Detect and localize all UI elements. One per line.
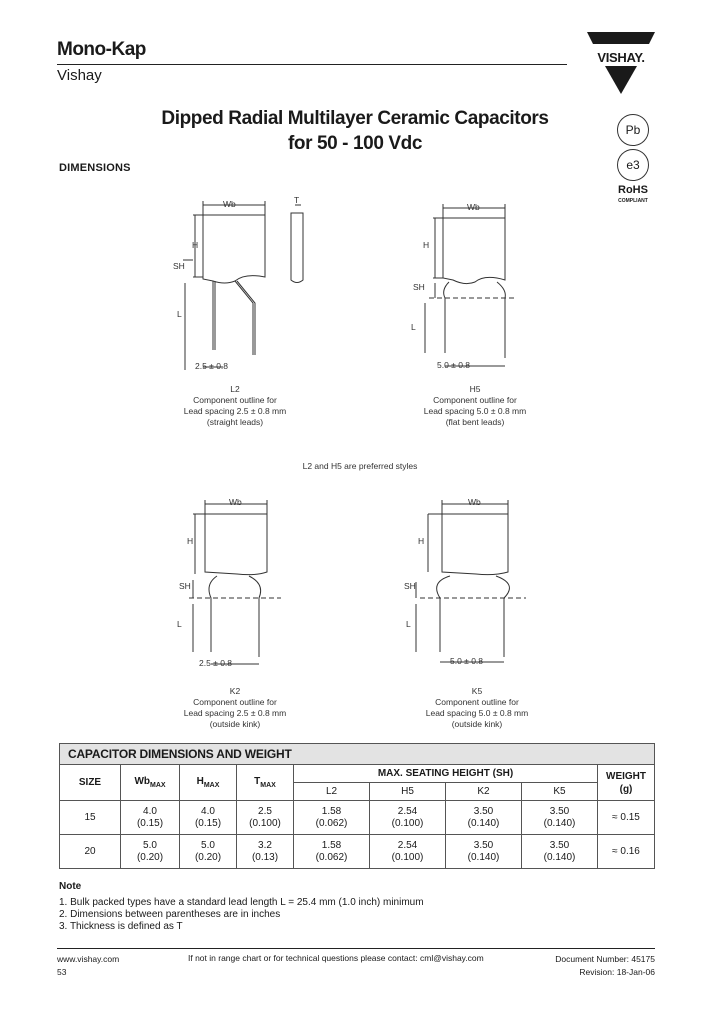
l2-code: L2 [230, 384, 240, 394]
footer-right [500, 953, 655, 979]
h5-spacing-label: 5.0 ± 0.8 [437, 360, 471, 370]
cell-t [237, 835, 294, 869]
cell-k5-mm: 3.50 [549, 805, 570, 817]
k2-wb-label: Wb [229, 497, 242, 507]
section-heading: DIMENSIONS [59, 162, 131, 174]
cell-weight: ≈ 0.15 [598, 801, 655, 835]
diagram-k5 [400, 492, 550, 674]
l2-h-label: H [192, 240, 199, 250]
k2-sh-label: SH [179, 581, 191, 591]
l2-wb-label: Wb [223, 199, 236, 209]
cell-l2 [294, 801, 370, 835]
cell-l2 [294, 835, 370, 869]
rohs-compliant-label: COMPLIANT [618, 198, 648, 204]
l2-t-label: T [294, 195, 300, 205]
document-title [120, 106, 590, 156]
k2-spacing-label: 2.5 ± 0.8 [199, 658, 233, 668]
header-wb [121, 765, 180, 801]
k5-code: K5 [471, 686, 483, 696]
h5-caption-line-2: Lead spacing 5.0 ± 0.8 mm [423, 406, 527, 416]
cell-k2 [446, 835, 522, 869]
product-title: Mono-Kap [57, 39, 146, 60]
l2-caption-line-2: Lead spacing 2.5 ± 0.8 mm [183, 406, 287, 416]
h5-caption-line-3: (flat bent leads) [445, 417, 505, 427]
lead-free-icon [617, 114, 649, 146]
footer-divider [57, 948, 655, 949]
vishay-logo [583, 30, 659, 96]
l2-spacing-label: 2.5 ± 0.8 [195, 361, 229, 371]
k5-wb-label: Wb [468, 497, 481, 507]
l2-caption [150, 384, 320, 428]
header-h-sub: MAX [203, 782, 220, 789]
header-l2: L2 [294, 783, 370, 801]
cell-l2-in: (0.062) [315, 851, 348, 863]
l2-l-label: L [177, 309, 182, 319]
k5-l-label: L [406, 619, 411, 629]
cell-h5-in: (0.100) [391, 851, 424, 863]
preferred-styles-note: L2 and H5 are preferred styles [302, 461, 418, 471]
header-h-text: H [196, 776, 204, 787]
header-t-sub: MAX [260, 782, 276, 789]
header-wb-text: Wb [134, 776, 150, 787]
company-name: Vishay [57, 67, 102, 84]
cell-k5 [522, 801, 598, 835]
cell-weight: ≈ 0.16 [598, 835, 655, 869]
cell-t-in: (0.13) [251, 851, 279, 863]
cell-h-in: (0.15) [194, 817, 222, 829]
table-banner: CAPACITOR DIMENSIONS AND WEIGHT [60, 744, 655, 765]
header-k5: K5 [522, 783, 598, 801]
cell-h-in: (0.20) [194, 851, 222, 863]
footer-left [57, 953, 119, 979]
cell-wb-mm: 4.0 [143, 805, 157, 817]
k2-caption-line-1: Component outline for [193, 697, 277, 707]
notes-heading: Note [59, 881, 82, 892]
cell-l2-in: (0.062) [315, 817, 348, 829]
cell-t-mm: 3.2 [258, 839, 272, 851]
cell-k5 [522, 835, 598, 869]
header-h [180, 765, 237, 801]
k5-spacing-label: 5.0 ± 0.8 [450, 656, 484, 666]
k5-caption-line-3: (outside kink) [451, 719, 503, 729]
h5-code: H5 [469, 384, 481, 394]
h5-sh-label: SH [413, 282, 425, 292]
table-row [60, 835, 655, 869]
l2-caption-line-3: (straight leads) [206, 417, 264, 427]
footer-contact[interactable]: If not in range chart or for technical questions please contact: cml@vishay.com [188, 953, 484, 963]
cell-l2-mm: 1.58 [321, 839, 342, 851]
logo-wordmark: VISHAY. [597, 50, 645, 65]
footer-doc-number: Document Number: 45175 [555, 954, 655, 964]
cell-h [180, 801, 237, 835]
cell-wb [121, 835, 180, 869]
cell-k2-mm: 3.50 [473, 805, 494, 817]
k2-h-label: H [187, 536, 194, 546]
cell-wb-mm: 5.0 [143, 839, 157, 851]
e3-label: e3 [626, 158, 640, 172]
header-seating-height: MAX. SEATING HEIGHT (SH) [294, 765, 598, 783]
h5-wb-label: Wb [467, 202, 480, 212]
pb-label: Pb [625, 123, 641, 137]
header-h5: H5 [370, 783, 446, 801]
footer-page-number: 53 [57, 967, 67, 977]
cell-h5-mm: 2.54 [397, 839, 418, 851]
cell-t [237, 801, 294, 835]
title-line-2: for 50 - 100 Vdc [287, 133, 423, 154]
note-item-2: 2. Dimensions between parentheses are in inches [59, 909, 281, 920]
h5-caption-line-1: Component outline for [433, 395, 517, 405]
header-weight [598, 765, 655, 801]
table-row [60, 801, 655, 835]
rohs-label: RoHS [618, 184, 648, 196]
k2-l-label: L [177, 619, 182, 629]
k5-caption [392, 686, 562, 730]
cell-wb-in: (0.15) [136, 817, 164, 829]
k2-caption [150, 686, 320, 730]
h5-l-label: L [411, 322, 416, 332]
cell-wb [121, 801, 180, 835]
l2-sh-label: SH [173, 261, 185, 271]
cell-k5-mm: 3.50 [549, 839, 570, 851]
cell-size: 15 [60, 801, 121, 835]
h5-caption [390, 384, 560, 428]
k5-sh-label: SH [404, 581, 416, 591]
k2-code: K2 [229, 686, 241, 696]
title-line-1: Dipped Radial Multilayer Ceramic Capacitors [161, 108, 549, 129]
cell-h5-in: (0.100) [391, 817, 424, 829]
header-t [237, 765, 294, 801]
cell-wb-in: (0.20) [136, 851, 164, 863]
diagram-l2 [165, 195, 325, 380]
cell-h5-mm: 2.54 [397, 805, 418, 817]
cell-size: 20 [60, 835, 121, 869]
header-t-text: T [254, 776, 261, 787]
cell-k2 [446, 801, 522, 835]
cell-k5-in: (0.140) [543, 851, 576, 863]
cell-k2-mm: 3.50 [473, 839, 494, 851]
header-weight-unit: (g) [619, 783, 633, 795]
cell-k5-in: (0.140) [543, 817, 576, 829]
header-wb-sub: MAX [149, 782, 166, 789]
note-item-1: 1. Bulk packed types have a standard lead length L = 25.4 mm (1.0 inch) minimum [59, 897, 424, 908]
diagram-k2 [165, 492, 305, 674]
note-item-3: 3. Thickness is defined as T [59, 921, 183, 932]
cell-k2-in: (0.140) [467, 851, 500, 863]
footer-revision: Revision: 18-Jan-06 [579, 967, 655, 977]
h5-h-label: H [423, 240, 430, 250]
k5-caption-line-1: Component outline for [435, 697, 519, 707]
k5-h-label: H [418, 536, 425, 546]
header-k2: K2 [446, 783, 522, 801]
k2-caption-line-2: Lead spacing 2.5 ± 0.8 mm [183, 708, 287, 718]
cell-h [180, 835, 237, 869]
cell-t-mm: 2.5 [258, 805, 272, 817]
footer-website-link[interactable]: www.vishay.com [57, 954, 120, 964]
header-size: SIZE [60, 765, 121, 801]
k5-caption-line-2: Lead spacing 5.0 ± 0.8 mm [425, 708, 529, 718]
l2-caption-line-1: Component outline for [193, 395, 277, 405]
cell-t-in: (0.100) [249, 817, 281, 829]
cell-h5 [370, 801, 446, 835]
k2-caption-line-3: (outside kink) [209, 719, 261, 729]
header-divider [57, 64, 567, 65]
cell-h5 [370, 835, 446, 869]
header-weight-text: WEIGHT [606, 770, 646, 782]
cell-h-mm: 5.0 [201, 839, 215, 851]
diagram-h5 [405, 198, 545, 380]
cell-k2-in: (0.140) [467, 817, 500, 829]
cell-h-mm: 4.0 [201, 805, 215, 817]
cell-l2-mm: 1.58 [321, 805, 342, 817]
e3-icon [617, 149, 649, 181]
capacitor-dimensions-table [59, 743, 655, 869]
